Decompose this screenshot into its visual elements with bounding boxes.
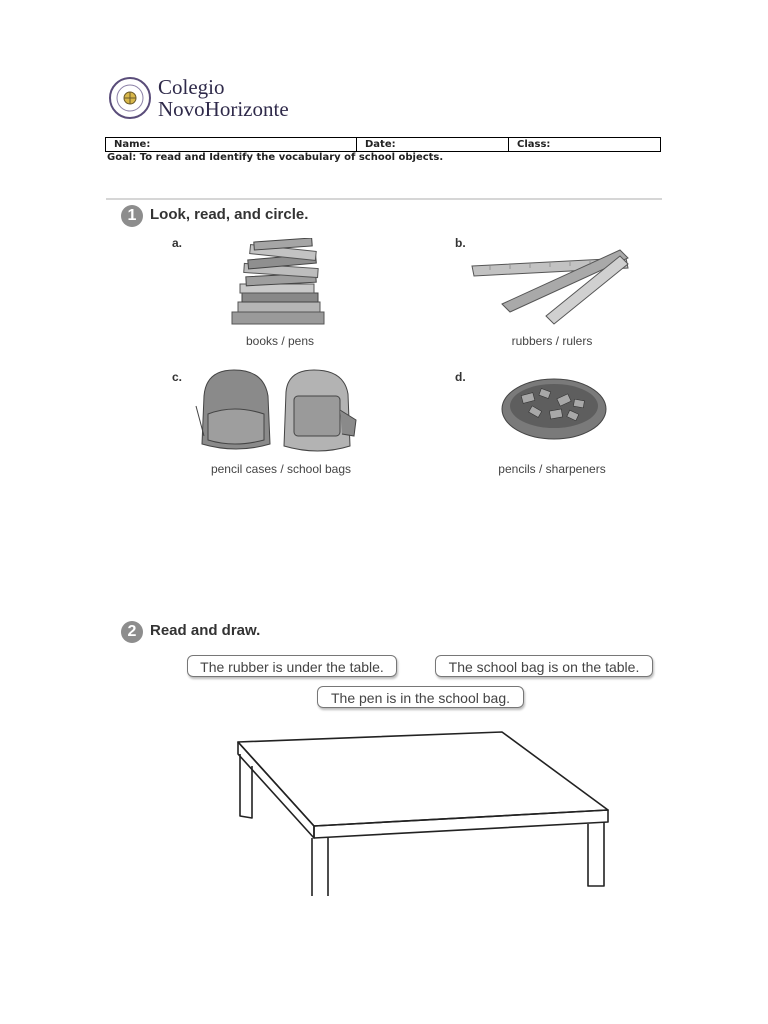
exercise2-title: Read and draw. (150, 622, 261, 639)
school-name-line1: Colegio (158, 75, 225, 99)
item-d-letter: d. (455, 370, 466, 384)
item-a-caption: books / pens (245, 334, 315, 348)
item-b-letter: b. (455, 236, 466, 250)
school-seal-icon (108, 72, 156, 124)
exercise1-number: 1 (121, 205, 143, 227)
name-field[interactable] (106, 138, 356, 151)
date-field[interactable] (356, 138, 508, 151)
goal-text: Goal: To read and Identify the vocabulary of school objects. (107, 152, 444, 163)
school-name-line2: NovoHorizonte (158, 97, 289, 121)
item-c-letter: c. (172, 370, 183, 384)
sentence-box-rubber: The rubber is under the table. (187, 655, 397, 677)
name-label: Name: (114, 139, 151, 150)
books-stack-icon (228, 238, 328, 328)
section-divider (106, 198, 662, 200)
item-b-caption: rubbers / rulers (511, 334, 593, 348)
class-field[interactable] (508, 138, 660, 151)
school-name (158, 76, 289, 120)
student-info-table (105, 137, 661, 152)
sentence-box-school-bag: The school bag is on the table. (435, 655, 653, 677)
class-label: Class: (517, 139, 551, 150)
item-a-letter: a. (172, 236, 183, 250)
exercise2-number: 2 (121, 621, 143, 643)
date-label: Date: (365, 139, 396, 150)
item-d-caption: pencils / sharpeners (498, 462, 606, 476)
table-drawing (230, 726, 614, 902)
rulers-icon (470, 244, 634, 326)
backpacks-icon (194, 366, 360, 456)
sentence-box-pen: The pen is in the school bag. (317, 686, 524, 708)
exercise1-title: Look, read, and circle. (150, 206, 309, 223)
sharpeners-bowl-icon (500, 376, 608, 442)
item-c-caption: pencil cases / school bags (210, 462, 352, 476)
